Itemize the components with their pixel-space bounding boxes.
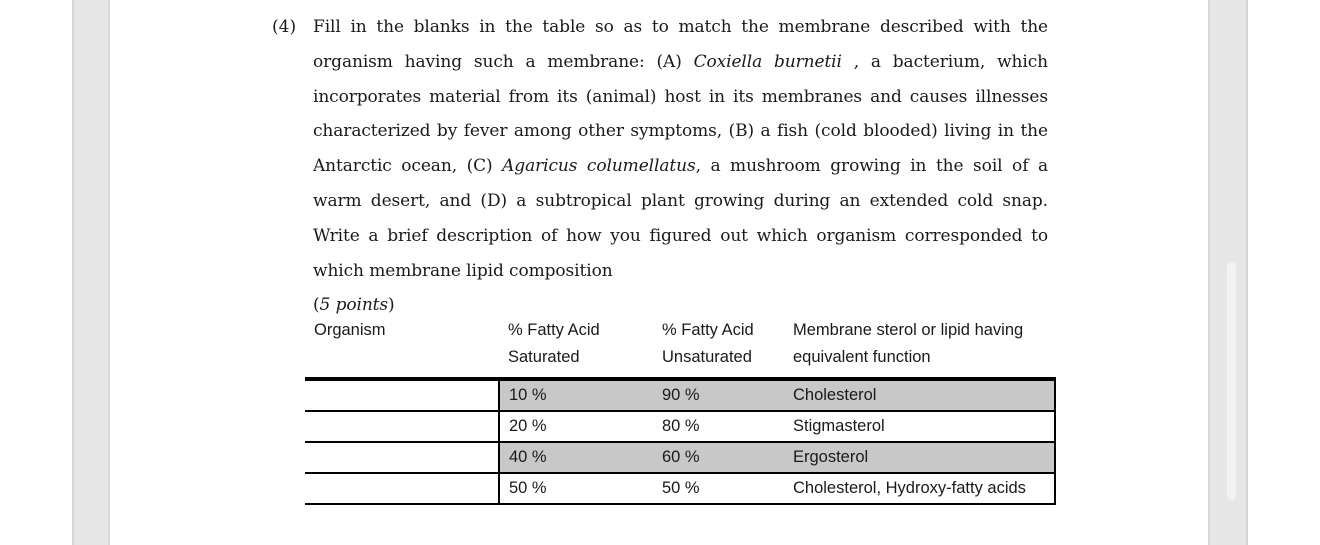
organism-blank-cell[interactable] xyxy=(305,442,499,473)
header-saturated-line2: Saturated xyxy=(508,348,580,366)
saturated-cell: 50 % xyxy=(499,473,653,504)
header-saturated xyxy=(499,311,653,379)
sterol-cell: Cholesterol, Hydroxy-fatty acids xyxy=(784,473,1055,504)
header-organism: Organism xyxy=(305,311,499,379)
vertical-scrollbar[interactable] xyxy=(1227,262,1236,500)
unsaturated-cell: 60 % xyxy=(653,442,784,473)
header-unsaturated xyxy=(653,311,784,379)
header-unsaturated-line1: % Fatty Acid xyxy=(662,321,754,339)
organism-blank-cell[interactable] xyxy=(305,473,499,504)
membrane-lipid-table xyxy=(305,311,1056,505)
organism-blank-cell[interactable] xyxy=(305,379,499,411)
question-text-part: Fill in the blanks in the table so as to match the membrane described with the organism having such a membrane: (A) xyxy=(313,17,1048,72)
sterol-cell: Stigmasterol xyxy=(784,411,1055,442)
page-left-margin xyxy=(72,0,110,545)
table-header-row xyxy=(305,311,1055,379)
sterol-cell: Ergosterol xyxy=(784,442,1055,473)
table-row xyxy=(305,411,1055,442)
sterol-cell: Cholesterol xyxy=(784,379,1055,411)
unsaturated-cell: 90 % xyxy=(653,379,784,411)
organism-blank-cell[interactable] xyxy=(305,411,499,442)
unsaturated-cell: 80 % xyxy=(653,411,784,442)
table-row xyxy=(305,379,1055,411)
points-open-paren: ( xyxy=(313,295,320,316)
question-text xyxy=(313,10,1048,323)
question-number: (4) xyxy=(272,17,297,37)
unsaturated-cell: 50 % xyxy=(653,473,784,504)
header-sterol xyxy=(784,311,1055,379)
header-sterol-line2: equivalent function xyxy=(793,348,931,366)
header-saturated-line1: % Fatty Acid xyxy=(508,321,600,339)
table-row xyxy=(305,473,1055,504)
saturated-cell: 40 % xyxy=(499,442,653,473)
question-text-part: , a bacterium, which incorporates material from its (animal) host in its membranes and causes illnesses characterized by fever among other symptoms, (B) a fish (cold blooded) living in the Antarctic ocean, (C) xyxy=(313,51,1048,177)
organism-name-a: Coxiella burnetii xyxy=(693,51,842,72)
saturated-cell: 10 % xyxy=(499,379,653,411)
table-row xyxy=(305,442,1055,473)
points-close-paren: ) xyxy=(388,295,395,316)
header-sterol-line1: Membrane sterol or lipid having xyxy=(793,321,1024,339)
organism-name-c: Agaricus columellatus xyxy=(502,156,696,177)
header-unsaturated-line2: Unsaturated xyxy=(662,348,752,366)
question-text-part: , a mushroom growing in the soil of a warm desert, and (D) a subtropical plant growing during an extended cold snap. Write a brief description of how you figured out which organism corresponded to which membrane lipid composition xyxy=(313,156,1048,281)
points-label: 5 points xyxy=(319,295,389,316)
saturated-cell: 20 % xyxy=(499,411,653,442)
